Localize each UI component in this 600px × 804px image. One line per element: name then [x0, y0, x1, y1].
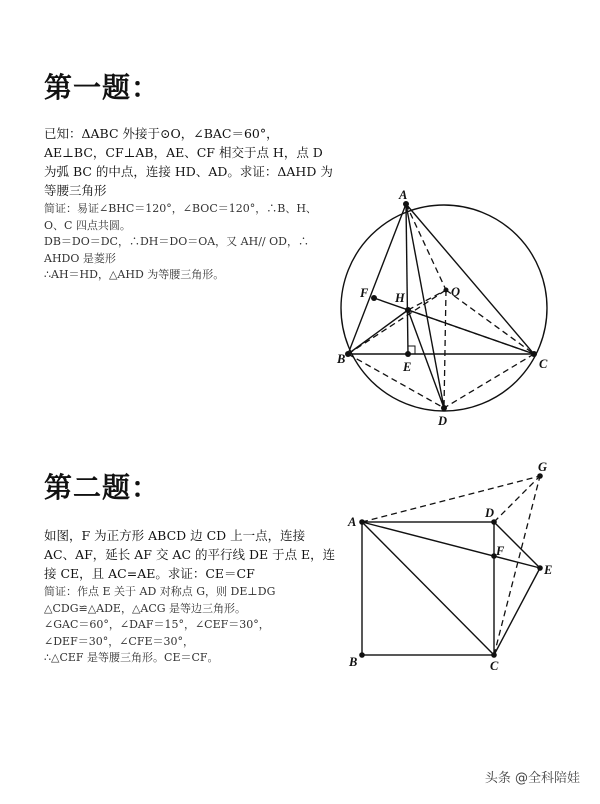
- problem1-statement: 已知：ΔABC 外接于⊙O，∠BAC＝60°，AE⊥BC，CF⊥AB，AE、CF 相交于点 H，点 D 为弧 BC 的中点，连接 HD、AD。求证：ΔAHD 为等腰三角形: [44, 126, 333, 198]
- dashed-ag: [362, 476, 540, 522]
- label-f: F: [360, 286, 369, 300]
- label-a: A: [399, 188, 408, 202]
- point-e: [537, 565, 543, 571]
- label-c: C: [539, 357, 548, 371]
- proof-line: ∠DEF＝30°，∠CFE＝30°，: [44, 634, 194, 648]
- diagonal-ac: [362, 522, 494, 655]
- label-f: F: [496, 544, 505, 558]
- label-b: B: [337, 352, 346, 366]
- point-d: [491, 519, 497, 525]
- label-c: C: [490, 659, 499, 673]
- problem2-statement: 如图，F 为正方形 ABCD 边 CD 上一点，连接 AC、AF，延长 AF 交 AC 的平行线 DE 于点 E，连接 CE，且 AC=AE。求证：CE＝CF: [44, 528, 336, 581]
- dashed-dg: [494, 476, 540, 522]
- proof-line: DB＝DO＝DC，∴DH＝DO＝OA，又 AH// OD，∴: [44, 235, 309, 248]
- label-d: D: [485, 506, 495, 520]
- proof-line: ∴△CEF 是等腰三角形。CE＝CF。: [44, 651, 219, 664]
- label-e: E: [544, 563, 553, 577]
- proof-line: O、C 四点共圆。: [44, 218, 131, 232]
- segment-ce: [494, 568, 540, 655]
- label-o: O: [451, 285, 461, 299]
- problem2-heading: 第二题：: [44, 471, 161, 504]
- label-h: H: [395, 291, 405, 305]
- point-a: [359, 519, 365, 525]
- segment-ae: [362, 522, 540, 568]
- point-b: [359, 652, 365, 658]
- proof-line: △CDG≌△ADE，△ACG 是等边三角形。: [44, 601, 247, 615]
- label-d: D: [438, 414, 448, 428]
- label-e: E: [403, 360, 412, 374]
- proof-line: 简证：易证∠BHC＝120°，∠BOC＝120°，∴B、H、: [44, 202, 317, 215]
- proof-line: 简证：作点 E 关于 AD 对称点 G，则 DE⊥DG: [44, 585, 276, 598]
- point-g: [537, 473, 543, 479]
- label-a: A: [348, 515, 357, 529]
- watermark: 头条 @全科陪娃: [484, 771, 580, 786]
- problem1-heading: 第一题：: [44, 71, 161, 104]
- proof-line: AHDO 是菱形: [44, 251, 116, 265]
- label-g: G: [538, 460, 548, 474]
- proof-line: ∠GAC＝60°，∠DAF＝15°，∠CEF＝30°，: [44, 618, 270, 631]
- label-b: B: [349, 655, 358, 669]
- point-c: [491, 652, 497, 658]
- proof-line: ∴AH＝HD，△AHD 为等腰三角形。: [44, 268, 225, 281]
